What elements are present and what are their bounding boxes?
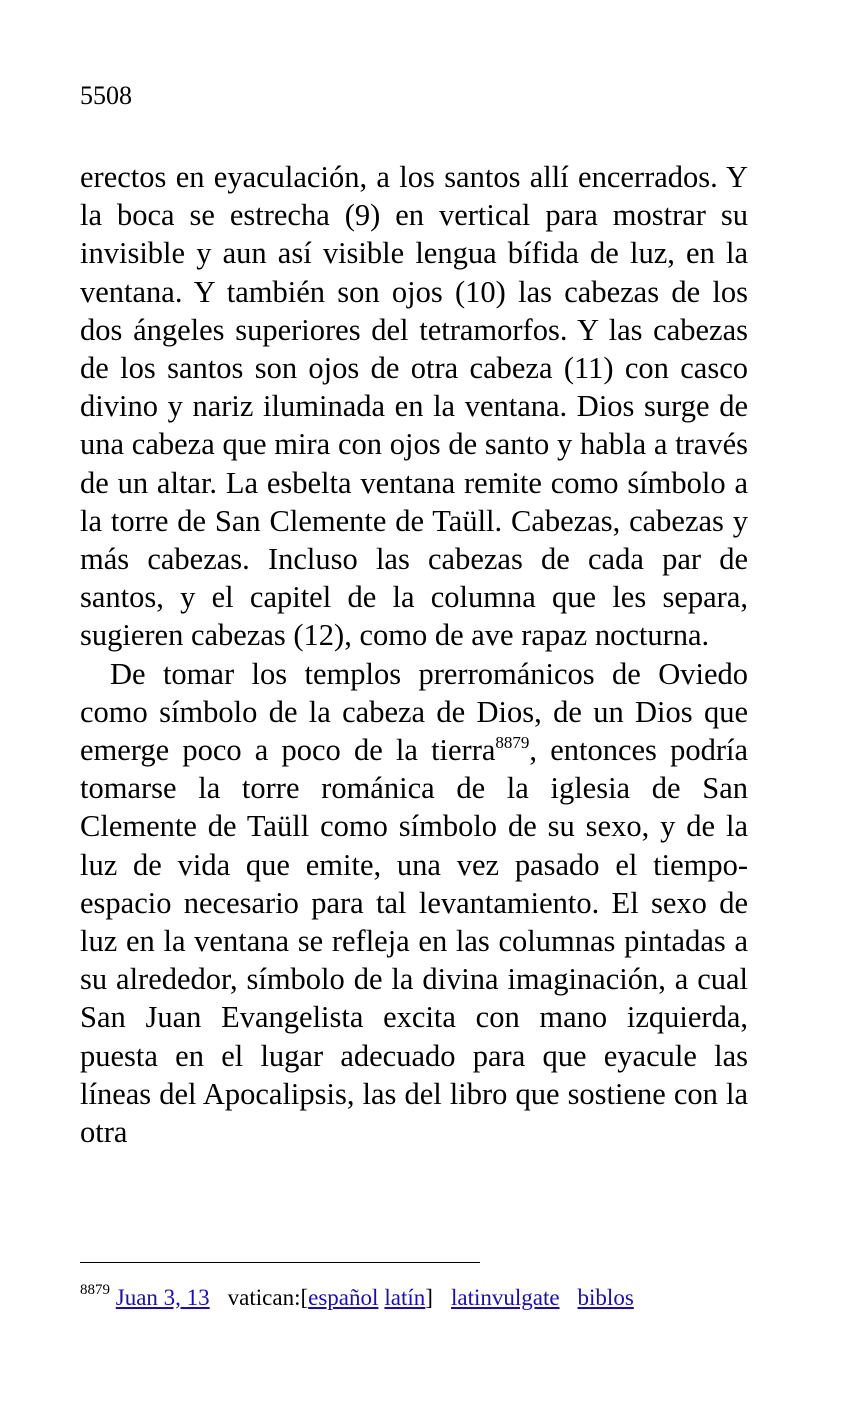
link-biblos[interactable]: biblos: [577, 1285, 634, 1310]
citation-link-juan[interactable]: Juan 3, 13: [115, 1285, 210, 1310]
link-latinvulgate[interactable]: latinvulgate: [450, 1285, 560, 1310]
footnote-reference: 8879: [495, 732, 530, 752]
link-espanol[interactable]: español: [308, 1285, 379, 1310]
page-number: 5508: [80, 81, 132, 110]
vatican-close-bracket: ]: [425, 1285, 433, 1310]
paragraph-2-text-before-ref: De tomar los templos prerrománicos de Oviedo como símbolo de la cabeza de Dios, de un Dios que emerge poco a poco de la tierra: [80, 656, 748, 768]
footnote: [80, 1282, 634, 1314]
footnote-number: 8879: [80, 1282, 110, 1299]
paragraph-2-text-after-ref: , entonces podría tomarse la torre románica de la iglesia de San Clemente de Taüll como símbolo de su sexo, y de la luz de vida que emite, una vez pasado el tiempo-espacio necesario para tal levantamiento. El sexo de luz en la ventana se refleja en las columnas pintadas a su alrededor, símbolo de la divina imaginación, a cual San Juan Evangelista excita con mano izquierda, puesta en el lugar adecuado para que eyacule las líneas del Apocalipsis, las del libro que sostiene con la otra: [80, 733, 748, 1150]
footnote-divider: [80, 1262, 480, 1263]
paragraph-2: [80, 655, 748, 1152]
link-latin[interactable]: latín: [384, 1285, 426, 1310]
paragraph-1: erectos en eyaculación, a los santos allí encerrados. Y la boca se estrecha (9) en vertical para mostrar su invisible y aun así visible lengua bífida de luz, en la ventana. Y también son ojos (10) las cabezas de los dos ángeles superiores del tetramorfos. Y las cabezas de los santos son ojos de otra cabeza (11) con casco divino y nariz iluminada en la ventana. Dios surge de una cabeza que mira con ojos de santo y habla a través de un altar. La esbelta ventana remite como símbolo a la torre de San Clemente de Taüll. Cabezas, cabezas y más cabezas. Incluso las cabezas de cada par de santos, y el capitel de la columna que les separa, sugieren cabezas (12), como de ave rapaz nocturna.: [80, 160, 748, 653]
vatican-label: vatican:[: [227, 1285, 309, 1310]
body-text: [80, 158, 748, 1151]
